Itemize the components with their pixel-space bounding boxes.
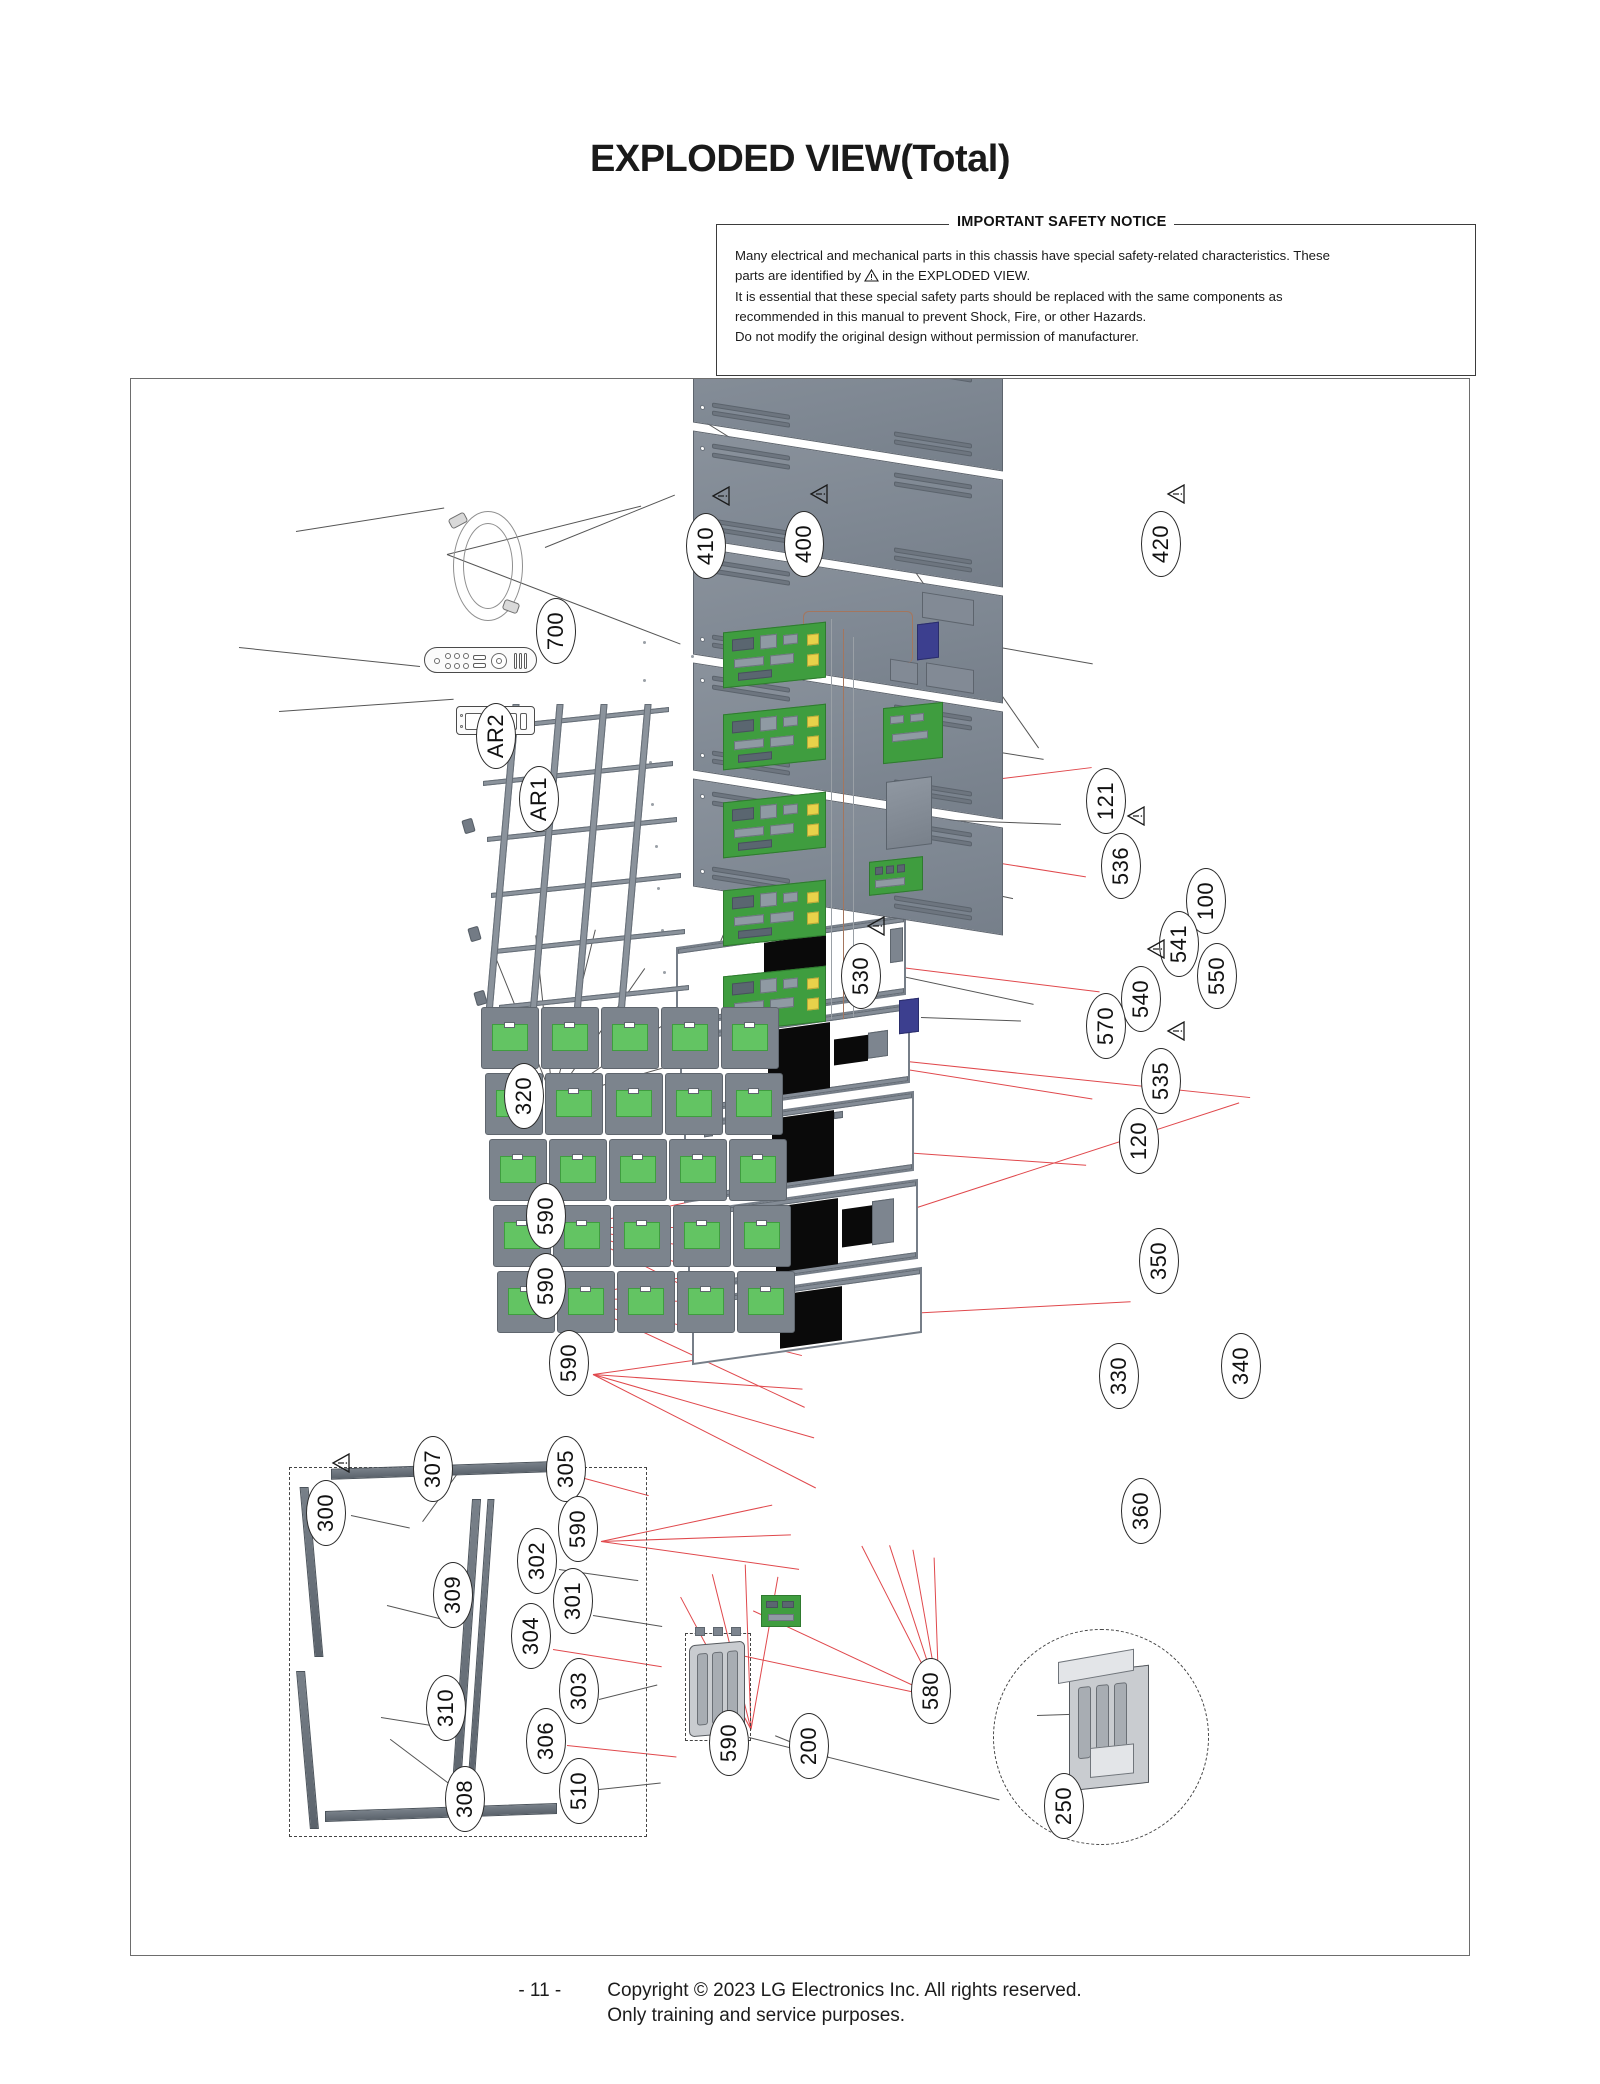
leader-ar1 — [279, 699, 454, 712]
leader-400 — [545, 495, 675, 548]
callout-label: 350 — [1146, 1241, 1171, 1281]
callout-label: 121 — [1093, 781, 1118, 821]
callout-label: 340 — [1228, 1346, 1253, 1386]
callout-label: 590 — [716, 1723, 741, 1763]
connector-120 — [899, 998, 919, 1034]
callout-label: 590 — [565, 1509, 590, 1549]
support-rail-row-3 — [487, 817, 677, 842]
callout-label: 200 — [796, 1726, 821, 1766]
callout-550 — [1197, 943, 1237, 1009]
callout-label: 536 — [1108, 846, 1133, 886]
vertical-rail-2 — [529, 704, 563, 1014]
callout-label: 307 — [420, 1449, 445, 1489]
callout-320 — [504, 1063, 544, 1129]
callout-308 — [445, 1766, 485, 1832]
callout-label: 510 — [566, 1771, 591, 1811]
exploded-view-drawing-frame — [130, 378, 1470, 1956]
callout-label: AR1 — [526, 776, 551, 822]
copyright-line-2: Only training and service purposes. — [607, 2005, 906, 2027]
callout-200 — [789, 1713, 829, 1779]
callout-label: 590 — [533, 1266, 558, 1306]
callout-420 — [1141, 511, 1181, 577]
callout-590-2 — [526, 1253, 566, 1319]
callout-536 — [1101, 833, 1141, 899]
callout-label: 305 — [553, 1449, 578, 1489]
warning-triangle-icon-400 — [808, 484, 830, 504]
callout-535 — [1141, 1048, 1181, 1114]
safety-line-2: It is essential that these special safety parts should be replaced with the same components as — [735, 289, 1283, 305]
callout-AR2 — [476, 703, 516, 769]
callout-570 — [1086, 993, 1126, 1059]
leader-700 — [296, 508, 444, 532]
callout-350 — [1139, 1228, 1179, 1294]
warning-triangle-icon-536 — [1125, 806, 1147, 826]
pcb-board-530-a — [723, 704, 826, 771]
callout-300 — [306, 1480, 346, 1546]
callout-590-1 — [526, 1183, 566, 1249]
callout-label: 590 — [533, 1196, 558, 1236]
callout-360 — [1121, 1478, 1161, 1544]
callout-label: 320 — [511, 1076, 536, 1116]
callout-label: 550 — [1204, 956, 1229, 996]
callout-330 — [1099, 1343, 1139, 1409]
safety-line-1 — [735, 247, 1457, 266]
callout-label: 300 — [313, 1493, 338, 1533]
power-supply-module-100 — [886, 776, 932, 850]
callout-label: 301 — [560, 1581, 585, 1621]
safety-line-1a: Many electrical and mechanical parts in this chassis have special safety-related characteristics. These — [735, 248, 1330, 263]
warning-triangle-icon-300 — [330, 1453, 352, 1473]
callout-label: 308 — [452, 1779, 477, 1819]
callout-530 — [841, 943, 881, 1009]
leader-340-a — [907, 1061, 1250, 1101]
callout-301 — [553, 1568, 593, 1634]
safety-line-4: Do not modify the original design without permission of manufacturer. — [735, 328, 1139, 344]
module-200-tabs — [691, 1627, 745, 1639]
callout-label: 535 — [1148, 1061, 1173, 1101]
callout-700 — [536, 598, 576, 664]
callout-label: 120 — [1126, 1121, 1151, 1161]
callout-label: 250 — [1051, 1786, 1076, 1826]
callout-label: 303 — [566, 1671, 591, 1711]
callout-label: 590 — [556, 1343, 581, 1383]
pcb-board-530-b — [723, 792, 826, 859]
led-module-grid — [481, 1007, 781, 1307]
callout-label: 580 — [918, 1671, 943, 1711]
pcb-small-board-570 — [869, 856, 923, 896]
callout-306 — [526, 1708, 566, 1774]
callout-label: 410 — [693, 526, 718, 566]
callout-label: 309 — [440, 1575, 465, 1615]
callout-410 — [686, 513, 726, 579]
callout-302 — [517, 1528, 557, 1594]
connector-121 — [917, 622, 939, 661]
important-safety-notice-box — [716, 214, 1476, 376]
callout-540 — [1121, 966, 1161, 1032]
callout-label: 570 — [1093, 1006, 1118, 1046]
leader-350 — [901, 967, 1100, 992]
callout-307 — [413, 1436, 453, 1502]
page-number: - 11 - — [518, 1980, 562, 2001]
power-cord-loop-inner — [463, 523, 513, 609]
leader-120 — [921, 1017, 1021, 1021]
pcb-board-top-121 — [723, 622, 826, 689]
callout-590-3 — [549, 1330, 589, 1396]
callout-label: 306 — [533, 1721, 558, 1761]
callout-340 — [1221, 1333, 1261, 1399]
callout-label: 330 — [1106, 1356, 1131, 1396]
callout-label: 530 — [848, 956, 873, 996]
rail-bracket-b — [461, 818, 475, 834]
leader-detail-circle — [749, 1737, 1000, 1800]
wiring-spine-left — [831, 619, 837, 1019]
callout-label: 360 — [1128, 1491, 1153, 1531]
callout-305 — [546, 1436, 586, 1502]
callout-310 — [426, 1675, 466, 1741]
callout-309 — [433, 1562, 473, 1628]
safety-notice-legend: IMPORTANT SAFETY NOTICE — [949, 214, 1174, 230]
callout-303 — [559, 1658, 599, 1724]
callout-label: 700 — [543, 611, 568, 651]
callout-label: AR2 — [483, 713, 508, 759]
detail-module-250 — [1069, 1665, 1149, 1791]
copyright-notice — [607, 1978, 1081, 2029]
remote-control-ar2 — [424, 647, 537, 673]
callout-580 — [911, 1658, 951, 1724]
safety-notice-body — [717, 225, 1475, 356]
callout-label: 541 — [1166, 924, 1191, 964]
callout-400 — [784, 511, 824, 577]
warning-triangle-icon-540 — [1145, 939, 1167, 959]
callout-label: 310 — [433, 1688, 458, 1728]
leader-590-3-b — [593, 1374, 803, 1390]
callout-590-4 — [558, 1496, 598, 1562]
warning-triangle-icon-410 — [710, 486, 732, 506]
callout-121 — [1086, 768, 1126, 834]
callout-label: 302 — [524, 1541, 549, 1581]
warning-triangle-icon-420 — [1165, 484, 1187, 504]
pcb-small-board-541 — [883, 702, 943, 764]
callout-590-5 — [709, 1710, 749, 1776]
page-footer — [0, 1978, 1600, 2029]
callout-label: 100 — [1193, 881, 1218, 921]
callout-510 — [559, 1758, 599, 1824]
safety-line-3: recommended in this manual to prevent Shock, Fire, or other Hazards. — [735, 309, 1147, 325]
warning-triangle-icon-530 — [865, 916, 887, 936]
callout-label: 304 — [518, 1616, 543, 1656]
callout-AR1 — [519, 766, 559, 832]
callout-label: 400 — [791, 524, 816, 564]
copyright-line-1: Copyright © 2023 LG Electronics Inc. All rights reserved. — [607, 1980, 1082, 2001]
vertical-rail-4 — [617, 704, 651, 1014]
warning-triangle-icon-535 — [1165, 1021, 1187, 1041]
leader-590-3-c — [593, 1374, 814, 1438]
pcb-580-small — [761, 1595, 801, 1627]
warning-triangle-icon — [864, 269, 879, 288]
vertical-rail-3 — [573, 704, 607, 1014]
rail-bracket-c — [467, 926, 481, 942]
callout-120 — [1119, 1108, 1159, 1174]
callout-250 — [1044, 1773, 1084, 1839]
callout-304 — [511, 1603, 551, 1669]
callout-label: 540 — [1128, 979, 1153, 1019]
callout-label: 420 — [1148, 524, 1173, 564]
safety-line-1b: parts are identified by in the EXPLODED VIEW. — [735, 267, 1457, 288]
page-title: EXPLODED VIEW(Total) — [590, 138, 1010, 180]
pcb-board-530-c — [723, 880, 826, 947]
leader-ar2 — [239, 647, 420, 667]
